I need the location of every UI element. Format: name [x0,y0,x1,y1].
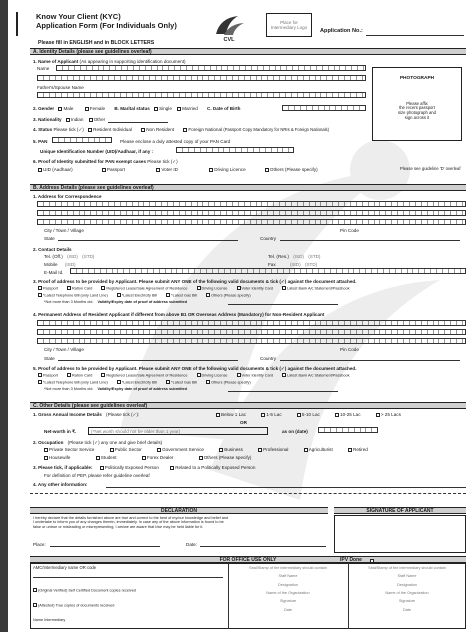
proof-item-others: Others (Please specify) [269,167,318,172]
section-b-heading: B. Address Details (please see guidelines overleaf) [30,184,466,191]
occ-item-2: Public Sector [114,447,142,452]
related-pep-checkbox[interactable] [170,466,174,470]
perm-pin-label: Pin Code [340,347,359,352]
ason-date-input[interactable] [318,427,378,433]
declaration-text [33,516,329,529]
org-2: Name of the Organization [385,591,429,596]
addr-gas-checkbox[interactable] [166,293,170,297]
addr5-item-10: Others (Please specify) [211,380,251,385]
addr5-lease-checkbox[interactable] [101,373,105,377]
perm-country-label: Country [260,356,277,361]
proof-address-label: 3. Proof of address to be provided by Applicant. Please submit ANY ONE of the following valid documents & tick (✓) against the document attached. [33,279,357,284]
corr-pin-label: Pin Code [340,228,359,233]
corr-address-line2[interactable] [37,210,466,216]
addr5-note: *Not more than 3 Months old. [44,387,94,391]
foreign-hint: (Passport Copy Mandatory for NRIs & Foreign Nationals) [223,127,330,132]
income-hint: (Please tick (✓): [106,412,140,417]
proof-item-driving: Driving Licence [214,167,246,172]
income-options [216,412,466,417]
occ-forex-checkbox[interactable] [142,456,146,460]
perm-city-label: City / Town / Village [44,347,84,352]
tel-res-row [268,254,320,259]
occ-item-10: Forex Dealer [146,455,174,460]
addr-item-1: Passport [43,286,58,291]
addr-lease-checkbox[interactable] [101,286,105,290]
occ-agriculturist-checkbox[interactable] [304,448,308,452]
header-accent-bar [16,12,18,36]
uin-input[interactable] [176,147,294,153]
corr-city-label: City / Town / Village [44,228,84,233]
declaration-heading: DECLARATION [30,507,328,514]
addr5-bank-checkbox[interactable] [282,373,286,377]
occ-business-checkbox[interactable] [219,448,223,452]
office-use-heading [30,556,466,563]
marital-label: B. Marital status [114,106,150,111]
proof-address5-label: 5. Proof of address to be provided by Applicant. Please submit ANY ONE of the following valid documents & tick (✓) against the document attached. [33,366,357,371]
occ-item-7: Retired [353,447,368,452]
female-checkbox[interactable] [85,107,89,111]
amc-label: AMC/Intermediary name OR code [33,565,97,570]
attested-label: (Attested) True copies of documents received [38,603,115,608]
addr-item-8: *Latest Electricity Bill [121,293,158,298]
pan-label: 5. PAN [33,139,48,144]
indian-label: Indian [70,117,84,122]
mobile-label: Mobile [44,262,58,267]
married-label: Married [182,106,198,111]
occ-item-11: Others (Please specify) [203,455,252,460]
pep-label: 3. Please tick, if applicable: [33,465,93,470]
addr5-item-2: Ration Card [72,373,93,378]
occ-item-8: Housewife [49,455,71,460]
cvl-logo [212,14,246,42]
perm-state-input[interactable] [58,360,238,361]
declaration-line-1: I hereby declare that the details furnished above are true and correct to the best of my/our knowledge and belief and [33,516,229,520]
corr-address-line1[interactable] [37,201,466,207]
proof-item-uid: UID (Aadhaar) [43,167,73,172]
signature-1: Signature [279,599,297,604]
tel-off-std: (STD) [82,254,95,259]
nationality-label: 3. Nationality [33,117,62,122]
addr-item-3: Registered Lease/Sale Agreement of Residence [106,286,188,291]
others-proof-checkbox[interactable] [265,168,269,172]
income-above25-checkbox[interactable] [376,413,380,417]
signature-2: Signature [398,599,416,604]
corr-country-label: Country [260,236,277,241]
occ-item-9: Student [100,455,117,460]
addr5-telephone-checkbox[interactable] [38,380,42,384]
networth-input[interactable] [88,427,268,435]
corr-state-input[interactable] [58,240,238,241]
occ-professional-checkbox[interactable] [258,448,262,452]
status-label: 4. Status [33,127,53,132]
addr-bank-checkbox[interactable] [282,286,286,290]
foreign-checkbox[interactable] [183,128,187,132]
tel-off-isd: (ISD) [67,254,78,259]
addr5-others-checkbox[interactable] [206,380,210,384]
addr-item-9: *Latest Gas Bill [171,293,198,298]
cvl-logo-icon [212,14,246,36]
addr5-item-8: *Latest Electricity Bill [121,380,158,385]
occ-item-5: Professional [263,447,289,452]
dob-input[interactable] [282,105,366,111]
photo-instruction-1: Please affix [406,100,428,106]
addr5-validity-label: Validity/Expiry date of proof of address submitted [97,387,188,391]
photo-instruction-3: size photograph and [398,110,436,116]
proof-address-options-2 [38,293,468,298]
place-label: Place: [33,542,46,547]
proof-item-voterid: Voter ID [161,167,178,172]
signature-heading: SIGNATURE OF APPLICANT [334,507,466,514]
date-2: Date [402,607,412,612]
corr-address-line3[interactable] [37,219,466,225]
office-use-title: FOR OFFICE USE ONLY [219,557,277,563]
addr-driving-checkbox[interactable] [197,286,201,290]
mobile-row [44,262,76,267]
fax-isd: (ISD) [289,262,301,267]
addr-item-2: Ration Card [72,286,93,291]
staff-2: Staff Name [397,574,417,579]
occ-item-3: Government Service [162,447,204,452]
single-checkbox[interactable] [154,107,158,111]
pep-option-2: Related to a Politically Exposed Person [175,465,256,470]
dob-label: C. Date of Birth [207,106,241,111]
amc-input[interactable] [33,577,223,578]
name-input-line2[interactable] [37,75,366,81]
original-verified-checkbox[interactable] [33,588,37,592]
validity-label: Validity/Expiry date of proof of address submitted [97,300,188,304]
date-1: Date [283,607,293,612]
networth-hint: (*Net worth should not be older than 1 year) [91,429,181,434]
gender-row [33,106,240,111]
side-bar-strip [0,0,8,632]
name-intermediary-label: Name Intermediary [33,618,66,622]
addr5-item-7: *Latest Telephone Bill (only Land Line) [43,380,108,385]
proof-identity-hint: Please tick (✓) [147,159,178,164]
name-label: 1. Name of Applicant [33,59,79,64]
nationality-row [33,117,105,122]
original-verified-label: (Original Verified) Self Certified Document copies received [38,588,136,593]
place-input[interactable] [50,546,160,547]
addr-item-6: Latest Bank A/c Statement/Passbook [287,286,350,291]
uid-checkbox[interactable] [38,168,42,172]
married-checkbox[interactable] [177,107,181,111]
addr-telephone-checkbox[interactable] [38,293,42,297]
occ-retired-checkbox[interactable] [348,448,352,452]
addr5-voter-checkbox[interactable] [237,373,241,377]
declaration-line-3: false or untrue or misleading or misrepresenting, I am/we are aware that I/we may be held liable for it. [33,524,204,529]
occ-item-1: Private Sector Service [49,447,95,452]
cvl-logo-text: CVL [223,37,235,44]
driving-checkbox[interactable] [209,168,213,172]
designation-2: Designation [396,582,418,587]
section-a-heading: A. Identity Details (please see guidelines overleaf) [30,48,466,55]
proof-identity-label: 6. Proof of Identity submitted for PAN exempt cases [33,159,146,164]
photo-instruction-4: sign across it [404,115,430,120]
occupation-options-2 [44,455,464,460]
proof-address-options-1 [38,286,468,291]
pep-row [33,465,255,470]
addr-item-7: *Latest Telephone Bill (only Land Line) [43,293,108,298]
perm-state-label: State [44,356,55,361]
ipv-label: IPV Done [340,557,362,563]
addr5-gas-checkbox[interactable] [166,380,170,384]
permanent-address-label: 4. Permanent Address of Resident Applicant if different from above B1 OR Overseas Address (Mandatory) for Non-Resident Applicant [33,312,325,317]
block-letters-instruction: Please fill in ENGLISH and in BLOCK LETTERS [38,40,155,46]
addr5-note-row [44,387,187,391]
occupation-options-1 [44,447,464,452]
father-spouse-label: Father's/Spouse Name [37,85,84,90]
status-row [33,127,329,133]
correspondence-label: 1. Address for Correspondence [33,194,102,199]
addr-item-10: Others (Please specify) [211,293,251,298]
original-verified-row [33,588,136,593]
addr-ration-checkbox[interactable] [67,286,71,290]
addr5-item-3: Registered Lease/Sale Agreement of Residence [106,373,188,378]
occ-govt-checkbox[interactable] [157,448,161,452]
income-5to10-checkbox[interactable] [297,413,301,417]
intermediary-logo-label: Place for Intermediary Logo [270,20,308,31]
seal-column-1 [230,566,346,612]
section-c-heading: C. Other Details (please see guidelines overleaf) [30,402,466,409]
other-nationality-checkbox[interactable] [89,118,93,122]
date-input[interactable] [200,546,326,547]
cut-line [30,493,466,494]
name-input[interactable] [56,65,366,71]
intermediary-logo-box [266,13,312,37]
resident-label: Resident Individual [93,127,132,132]
income-item-5: > 25 Lacs [380,412,401,417]
occ-private-checkbox[interactable] [44,448,48,452]
addr-item-5: Voter Identity Card [241,286,273,291]
single-label: Single [159,106,172,111]
signature-box[interactable] [334,515,466,553]
gender-label: 2. Gender [33,106,55,111]
contact-details-label: 2. Contact Details [33,247,72,252]
office-divider-1 [228,563,229,629]
addr-passport-checkbox[interactable] [38,286,42,290]
income-below1-checkbox[interactable] [216,413,220,417]
passport-checkbox[interactable] [102,168,106,172]
designation-1: Designation [277,582,299,587]
perm-address-line3[interactable] [37,338,466,344]
tel-res-std: (STD) [308,254,321,259]
proof-address5-options-1 [38,373,468,378]
father-spouse-input[interactable] [37,92,366,98]
occ-item-6: Agriculturist [308,447,333,452]
proof-item-passport: Passport [106,167,126,172]
nonresident-label: Non Resident [146,127,175,132]
perm-address-line2[interactable] [37,329,466,335]
fax-row [268,262,317,267]
addr5-validity-input[interactable] [228,391,338,392]
form-subtitle: Application Form (For Individuals Only) [36,21,177,30]
addr-electricity-checkbox[interactable] [117,293,121,297]
corr-state-label: State [44,236,55,241]
addr5-driving-checkbox[interactable] [197,373,201,377]
occupation-label: 2. Occupation [33,440,64,445]
photo-instruction-2: the recent passport [399,105,435,111]
occ-housewife-checkbox[interactable] [44,456,48,460]
email-input[interactable] [70,268,466,274]
mobile-isd: (ISD) [64,262,76,267]
other-nationality-label: Other [93,117,106,122]
male-label: Male [63,106,74,111]
addr-note: *Not more than 3 Months old. [44,300,94,304]
occ-item-4: Business [224,447,243,452]
addr5-item-6: Latest Bank A/c Statement/Passbook [287,373,350,378]
addr5-item-5: Voter Identity Card [241,373,273,378]
attested-row [33,603,114,608]
declaration-line-2: I undertake to inform you of any changes therein, immediately. In case any of the above information is found to be [33,520,224,525]
addr5-item-4: Driving License [201,373,228,378]
pep-note: For definition of PEP, please refer guideline overleaf [44,473,150,478]
addr-voter-checkbox[interactable] [237,286,241,290]
or-label: OR [240,420,247,425]
pep-checkbox[interactable] [100,466,104,470]
name-hint: (As appearing in supporting identification document) [79,59,186,64]
foreign-label: Foreign National [188,127,223,132]
other-info-label: 4. Any other information: [33,482,88,487]
name-field-label: Name [37,66,50,71]
application-no-label: Application No.: [320,28,363,34]
date-label: Date: [186,542,197,547]
tel-res-label: Tel. (Res.) [268,254,289,259]
addr5-item-9: *Latest Gas Bill [171,380,198,385]
status-hint: Please tick (✓) [53,127,84,132]
income-10to25-checkbox[interactable] [335,413,339,417]
fax-std: (STD) [304,262,318,267]
male-checkbox[interactable] [58,107,62,111]
income-row [33,412,139,417]
income-item-3: 5-10 Lac [301,412,320,417]
income-item-1: Below 1 Lac [221,412,247,417]
occ-others-checkbox[interactable] [199,456,203,460]
staff-1: Staff Name [278,574,298,579]
indian-checkbox[interactable] [66,118,70,122]
perm-country-input[interactable] [280,360,460,361]
email-label: E-Mail Id. [44,270,64,275]
nonresident-checkbox[interactable] [141,128,145,132]
name-of-applicant-label [33,59,186,64]
attested-checkbox[interactable] [33,603,37,607]
org-1: Name of the Organization [266,591,310,596]
income-item-2: 1-5 Lac [266,412,282,417]
application-no-line[interactable] [366,35,464,36]
perm-address-line1[interactable] [37,320,466,326]
tel-res-isd: (ISD) [293,254,304,259]
validity-input[interactable] [228,304,338,305]
fax-label: Fax [268,262,276,267]
proof-address5-options-2 [38,380,468,385]
other-nationality-input[interactable] [108,122,168,123]
networth-label: Net-worth in ₹. [44,429,77,434]
voterid-checkbox[interactable] [156,168,160,172]
proof-identity-options [38,167,464,172]
photograph-title: PHOTOGRAPH [399,76,435,81]
addr5-ration-checkbox[interactable] [67,373,71,377]
proof-identity-row [33,159,178,164]
occupation-hint: (Please tick (✓) any one and give brief details) [67,440,163,445]
income-label: 1. Gross Annual Income Details [33,412,102,417]
occ-student-checkbox[interactable] [96,456,100,460]
corr-country-input[interactable] [280,240,460,241]
tel-off-label: Tel. (Off.) [44,254,63,259]
photograph-box[interactable] [372,67,462,141]
addr5-passport-checkbox[interactable] [38,373,42,377]
addr5-item-1: Passport [43,373,58,378]
ipv-checkbox[interactable] [370,559,374,563]
pep-option-1: Politically Exposed Person [104,465,159,470]
addr-note-row [44,300,187,304]
income-1to5-checkbox[interactable] [261,413,265,417]
addr-others-checkbox[interactable] [206,293,210,297]
proof-guideline-note: Please see guideline 'D' overleaf [400,166,461,171]
ason-label: as on (date) [282,429,308,434]
tel-off-row [44,254,94,259]
female-label: Female [89,106,106,111]
addr-item-4: Driving License [201,286,228,291]
seal-2: Seal/Stamp of the intermediary should contain [368,566,446,570]
occ-public-checkbox[interactable] [110,448,114,452]
pan-hint: Please enclose a duly attested copy of your PAN Card [120,139,231,144]
pan-input[interactable] [52,137,112,143]
resident-checkbox[interactable] [88,128,92,132]
income-item-4: 10-25 Lac [340,412,361,417]
uin-label: Unique Identification Number (UID)/Aadhaar, if any : [40,149,154,154]
form-title: Know Your Client (KYC) [36,12,121,21]
seal-1: Seal/Stamp of the intermediary should contain [249,566,327,570]
office-divider-2 [348,563,349,629]
addr5-electricity-checkbox[interactable] [117,380,121,384]
occupation-row [33,440,162,445]
other-info-input[interactable] [106,487,466,488]
seal-column-2 [350,566,464,612]
